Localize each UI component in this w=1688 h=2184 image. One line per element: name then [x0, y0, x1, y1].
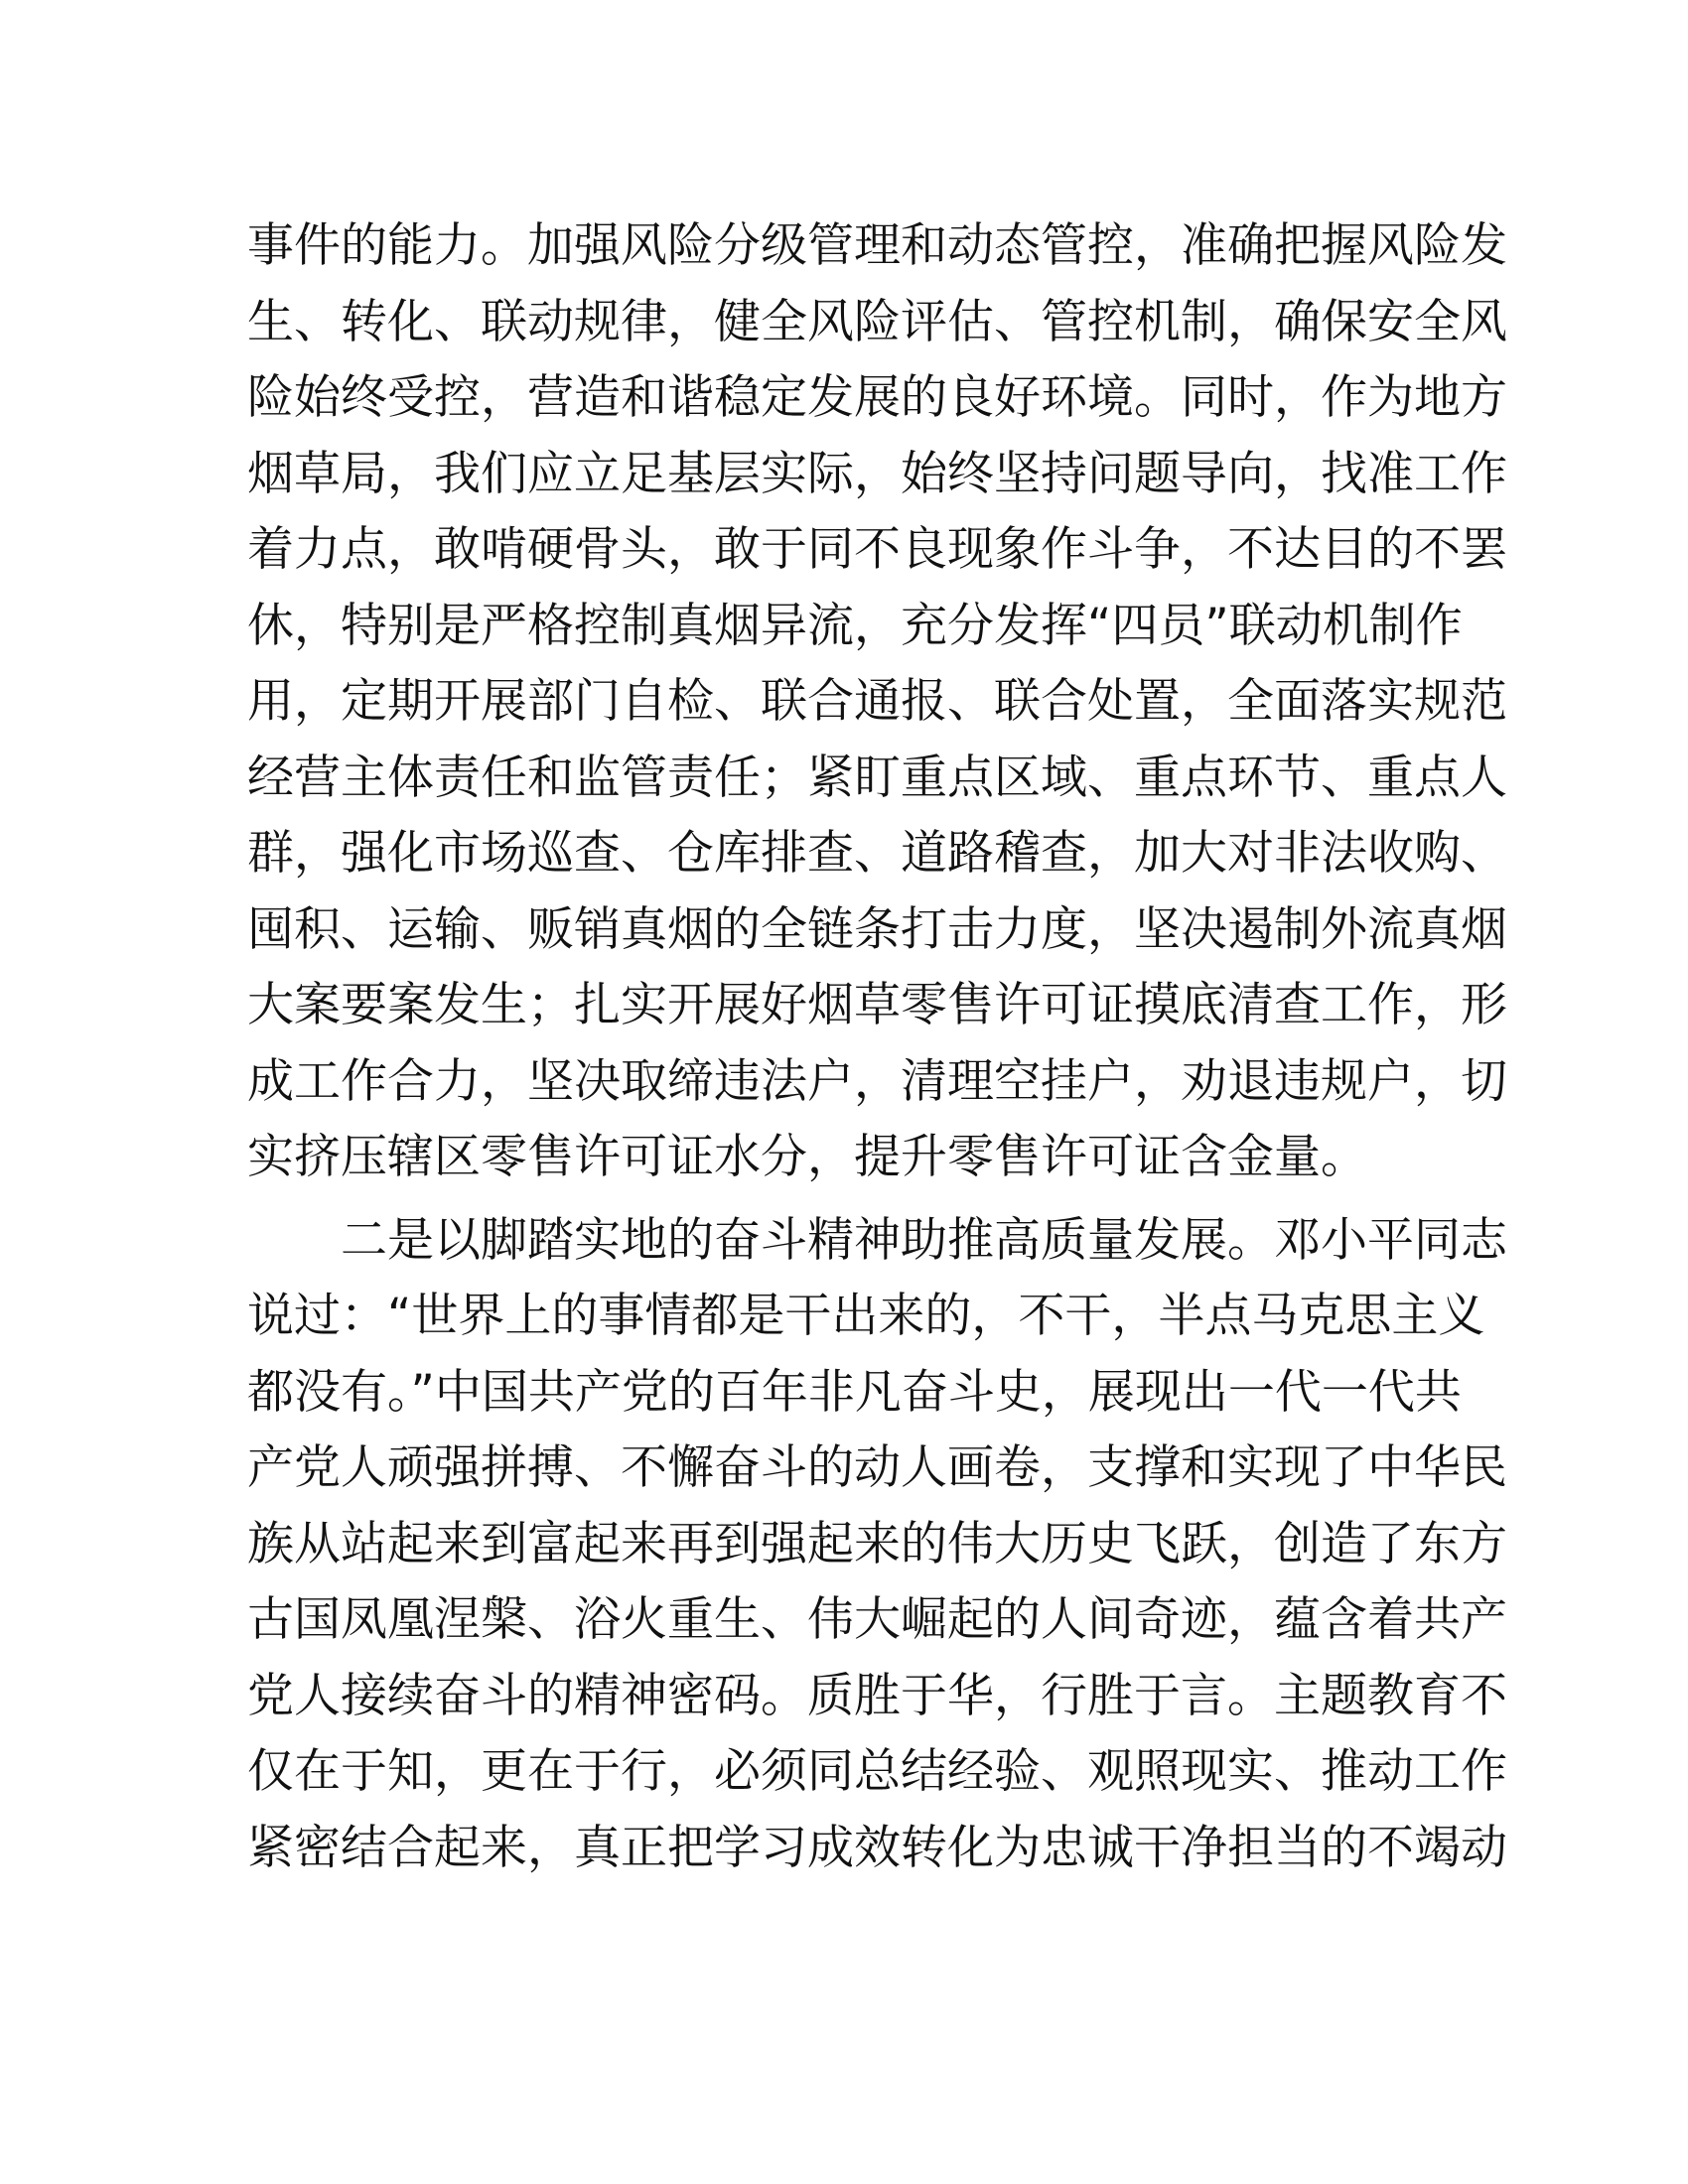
text-line: 实挤压辖区零售许可证水分，提升零售许可证含金量。: [247, 1130, 1367, 1184]
text-line: 说过：“世界上的事情都是干出来的，不干，半点马克思主义: [247, 1289, 1485, 1343]
text-line: 着力点，敢啃硬骨头，敢于同不良现象作斗争，不达目的不罢: [247, 522, 1507, 577]
text-line: 囤积、运输、贩销真烟的全链条打击力度，坚决遏制外流真烟: [247, 901, 1507, 957]
text-line: 党人接续奋斗的精神密码。质胜于华，行胜于言。主题教育不: [247, 1668, 1507, 1723]
text-line: 族从站起来到富起来再到强起来的伟大历史飞跃，创造了东方: [247, 1516, 1507, 1571]
text-line: 经营主体责任和监管责任；紧盯重点区域、重点环节、重点人: [247, 750, 1507, 805]
paragraph-1: [247, 208, 1507, 1196]
paragraph-2: [247, 1203, 1507, 1887]
text-line: 休，特别是严格控制真烟异流，充分发挥“四员”联动机制作: [247, 598, 1463, 653]
text-line: 紧密结合起来，真正把学习成效转化为忠诚干净担当的不竭动: [247, 1820, 1507, 1875]
paragraph-gap: [247, 1196, 1439, 1203]
text-line: 都没有。”中国共产党的百年非凡奋斗史，展现出一代一代共: [247, 1364, 1462, 1420]
text-line: 烟草局，我们应立足基层实际，始终坚持问题导向，找准工作: [247, 446, 1507, 501]
body-text: [247, 208, 1507, 1886]
text-line: 群，强化市场巡查、仓库排查、道路稽查，加大对非法收购、: [247, 826, 1507, 881]
text-line: 事件的能力。加强风险分级管理和动态管控，准确把握风险发: [247, 218, 1507, 273]
text-line: 产党人顽强拼搏、不懈奋斗的动人画卷，支撑和实现了中华民: [247, 1440, 1507, 1495]
text-line: 用，定期开展部门自检、联合通报、联合处置，全面落实规范: [247, 674, 1507, 729]
text-line: 成工作合力，坚决取缔违法户，清理空挂户，劝退违规户，切: [247, 1053, 1507, 1109]
text-line: 古国凤凰涅槃、浴火重生、伟大崛起的人间奇迹，蕴含着共产: [247, 1592, 1507, 1647]
text-line: 生、转化、联动规律，健全风险评估、管控机制，确保安全风: [247, 294, 1507, 349]
text-line: 大案要案发生；扎实开展好烟草零售许可证摸底清查工作，形: [247, 978, 1507, 1032]
text-line: 险始终受控，营造和谐稳定发展的良好环境。同时，作为地方: [247, 370, 1507, 425]
text-line: 仅在于知，更在于行，必须同总结经验、观照现实、推动工作: [247, 1744, 1507, 1799]
text-line: 二是以脚踏实地的奋斗精神助推高质量发展。邓小平同志: [341, 1212, 1507, 1268]
